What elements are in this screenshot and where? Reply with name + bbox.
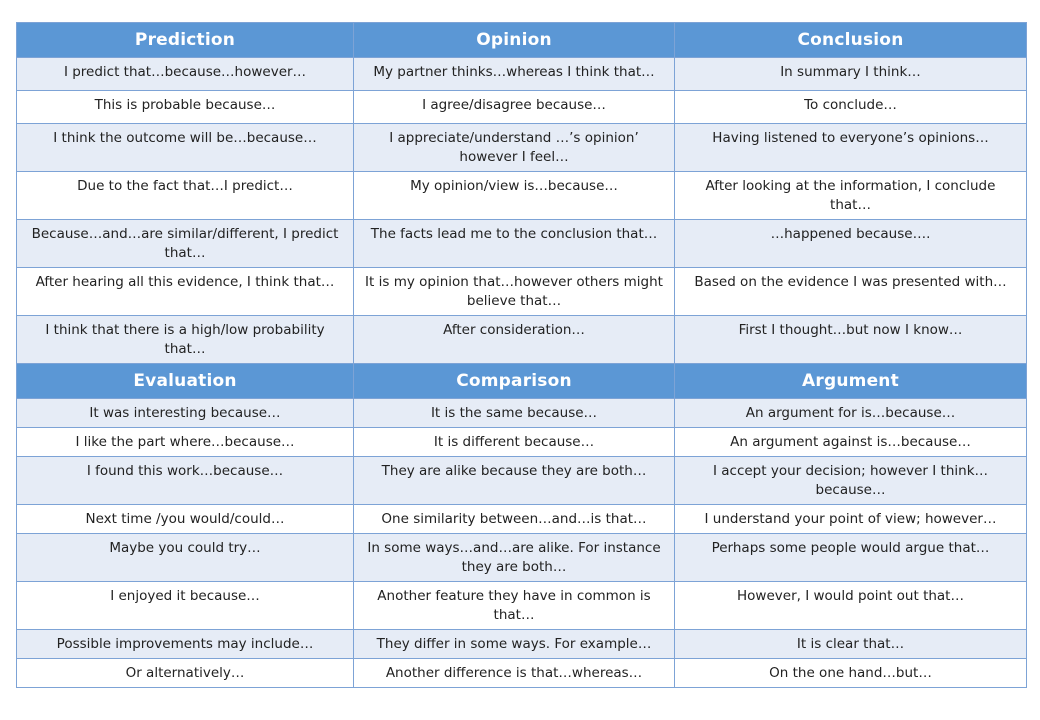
header-comparison: Comparison [354, 364, 675, 399]
table-row [17, 630, 1027, 659]
table-cell: One similarity between…and…is that… [354, 505, 675, 534]
table-cell: After consideration… [354, 316, 675, 364]
table-cell: On the one hand…but… [675, 659, 1027, 688]
table-cell: An argument for is…because… [675, 399, 1027, 428]
table-row [17, 505, 1027, 534]
table-cell: I found this work…because… [17, 457, 354, 505]
table-cell: First I thought…but now I know… [675, 316, 1027, 364]
table-cell: After hearing all this evidence, I think that… [17, 268, 354, 316]
table-cell: Another feature they have in common is that… [354, 582, 675, 630]
table-cell: It is clear that… [675, 630, 1027, 659]
table-cell: It is different because… [354, 428, 675, 457]
table-cell: They differ in some ways. For example… [354, 630, 675, 659]
table-cell: Perhaps some people would argue that… [675, 534, 1027, 582]
table-row [17, 220, 1027, 268]
table-cell: In some ways…and…are alike. For instance they are both… [354, 534, 675, 582]
table-row [17, 457, 1027, 505]
table-cell: Due to the fact that…I predict… [17, 172, 354, 220]
table-cell: This is probable because… [17, 91, 354, 124]
table-cell: I predict that…because…however… [17, 58, 354, 91]
table-cell: It was interesting because… [17, 399, 354, 428]
header-row-bottom [17, 364, 1027, 399]
table-row [17, 659, 1027, 688]
table-row [17, 582, 1027, 630]
table-cell: However, I would point out that… [675, 582, 1027, 630]
table-cell: Maybe you could try… [17, 534, 354, 582]
table-cell: Having listened to everyone’s opinions… [675, 124, 1027, 172]
table-cell: My partner thinks…whereas I think that… [354, 58, 675, 91]
header-argument: Argument [675, 364, 1027, 399]
table-cell: I agree/disagree because… [354, 91, 675, 124]
table-cell: I think the outcome will be…because… [17, 124, 354, 172]
table-row [17, 268, 1027, 316]
table-cell: An argument against is…because… [675, 428, 1027, 457]
header-evaluation: Evaluation [17, 364, 354, 399]
table-row [17, 124, 1027, 172]
table-cell: My opinion/view is…because… [354, 172, 675, 220]
header-conclusion: Conclusion [675, 23, 1027, 58]
table-cell: It is the same because… [354, 399, 675, 428]
header-opinion: Opinion [354, 23, 675, 58]
table-row [17, 316, 1027, 364]
table-cell: After looking at the information, I conclude that… [675, 172, 1027, 220]
table-cell: I enjoyed it because… [17, 582, 354, 630]
table-row [17, 534, 1027, 582]
table-cell: The facts lead me to the conclusion that… [354, 220, 675, 268]
table-row [17, 172, 1027, 220]
table-cell: Based on the evidence I was presented with… [675, 268, 1027, 316]
table-cell: …happened because…. [675, 220, 1027, 268]
table-cell: It is my opinion that…however others might believe that… [354, 268, 675, 316]
table-cell: I like the part where…because… [17, 428, 354, 457]
table-cell: Possible improvements may include… [17, 630, 354, 659]
table-row [17, 428, 1027, 457]
table-row [17, 91, 1027, 124]
table-cell: I think that there is a high/low probability that… [17, 316, 354, 364]
table-cell: They are alike because they are both… [354, 457, 675, 505]
table-cell: Or alternatively… [17, 659, 354, 688]
header-row-top [17, 23, 1027, 58]
table-cell: Next time /you would/could… [17, 505, 354, 534]
table-cell: I understand your point of view; however… [675, 505, 1027, 534]
table-cell: Because…and…are similar/different, I predict that… [17, 220, 354, 268]
table-row [17, 399, 1027, 428]
table-cell: I accept your decision; however I think…because… [675, 457, 1027, 505]
table-cell: I appreciate/understand …’s opinion’ however I feel… [354, 124, 675, 172]
sentence-stems-table [16, 22, 1027, 688]
table-row [17, 58, 1027, 91]
header-prediction: Prediction [17, 23, 354, 58]
table-cell: In summary I think… [675, 58, 1027, 91]
table-cell: Another difference is that…whereas… [354, 659, 675, 688]
table-cell: To conclude… [675, 91, 1027, 124]
